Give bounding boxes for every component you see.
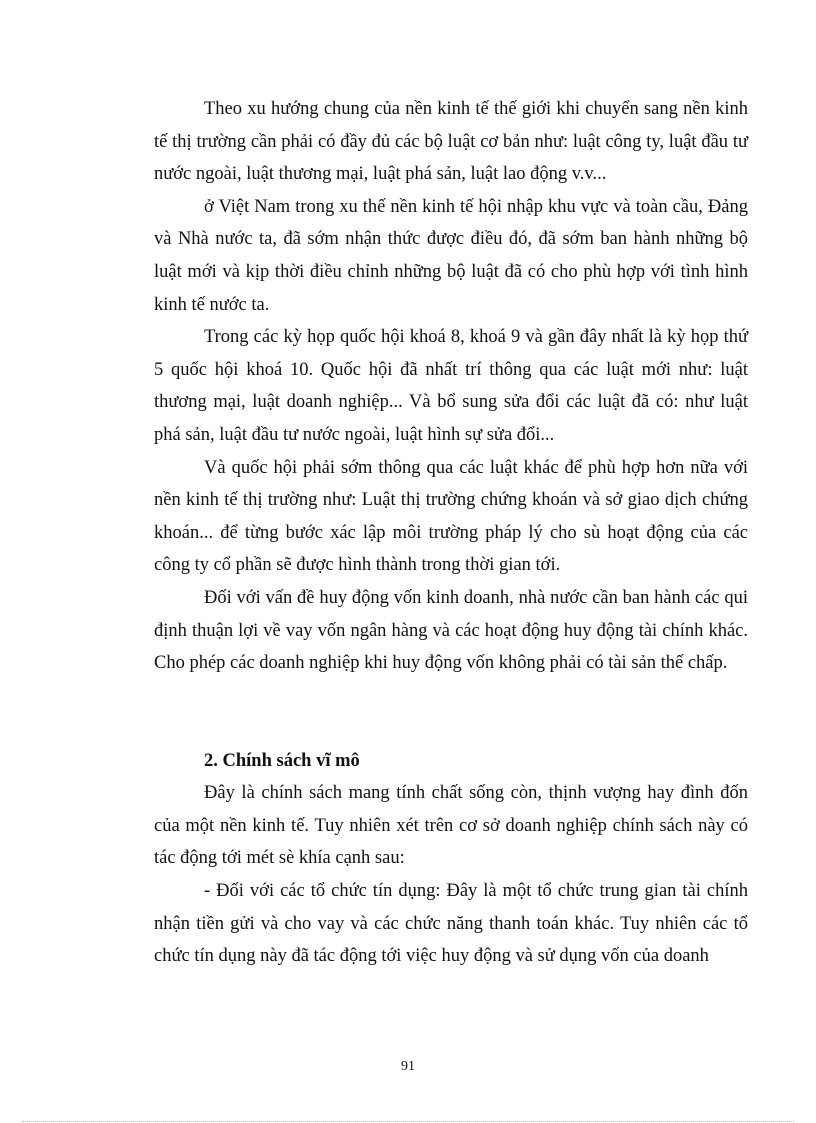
page-body	[154, 93, 748, 973]
paragraph-national-assembly: Trong các kỳ họp quốc hội khoá 8, khoá 9 và gần đây nhất là kỳ họp thứ 5 quốc hội khoá 10. Quốc hội đã nhất trí thông qua các luật mới như: luật thương mại, luật doanh nghiệp... Và bổ sung sửa đổi các luật đã có: như luật phá sản, luật đầu tư nước ngoài, luật hình sự sửa đổi...	[154, 327, 748, 445]
page-bottom-divider	[22, 1121, 794, 1122]
page-number: 91	[401, 1059, 415, 1074]
paragraph-credit-institutions: - Đối với các tổ chức tín dụng: Đây là một tổ chức trung gian tài chính nhận tiền gửi và cho vay và các chức năng thanh toán khác. Tuy nhiên các tổ chức tín dụng này đã tác động tới việc huy động và sử dụng vốn của doanh	[154, 881, 748, 967]
section-heading: 2. Chính sách vĩ mô	[204, 750, 360, 771]
paragraph-macro-policy: Đây là chính sách mang tính chất sống còn, thịnh vượng hay đình đốn của một nền kinh tế. Tuy nhiên xét trên cơ sở doanh nghiệp chính sách này có tác động tới mét sè khía cạnh sau:	[154, 783, 748, 869]
paragraph-capital-mobilization: Đối với vấn đề huy động vốn kinh doanh, nhà nước cần ban hành các qui định thuận lợi về vay vốn ngân hàng và các hoạt động huy động tài chính khác. Cho phép các doanh nghiệp khi huy động vốn không phải có tài sản thế chấp.	[154, 587, 748, 674]
paragraph-legal-framework: Theo xu hướng chung của nền kinh tế thế giới khi chuyển sang nền kinh tế thị trường cần phải có đầy đủ các bộ luật cơ bản như: luật công ty, luật đầu tư nước ngoài, luật thương mại, luật phá sản, luật lao động v.v...	[154, 99, 748, 185]
paragraph-vietnam-integration: ở Việt Nam trong xu thế nền kinh tế hội nhập khu vực và toàn cầu, Đảng và Nhà nước ta, đã sớm nhận thức được điều đó, đã sớm ban hành những bộ luật mới và kịp thời điều chỉnh những bộ luật đã có cho phù hợp với tình hình kinh tế nước ta.	[154, 196, 748, 315]
paragraph-securities-law: Và quốc hội phải sớm thông qua các luật khác để phù hợp hơn nữa với nền kinh tế thị trường như: Luật thị trường chứng khoán và sở giao dịch chứng khoán... để từng bước xác lập môi trường pháp lý cho sù hoạt động của các công ty cổ phần sẽ được hình thành trong thời gian tới.	[154, 457, 748, 576]
